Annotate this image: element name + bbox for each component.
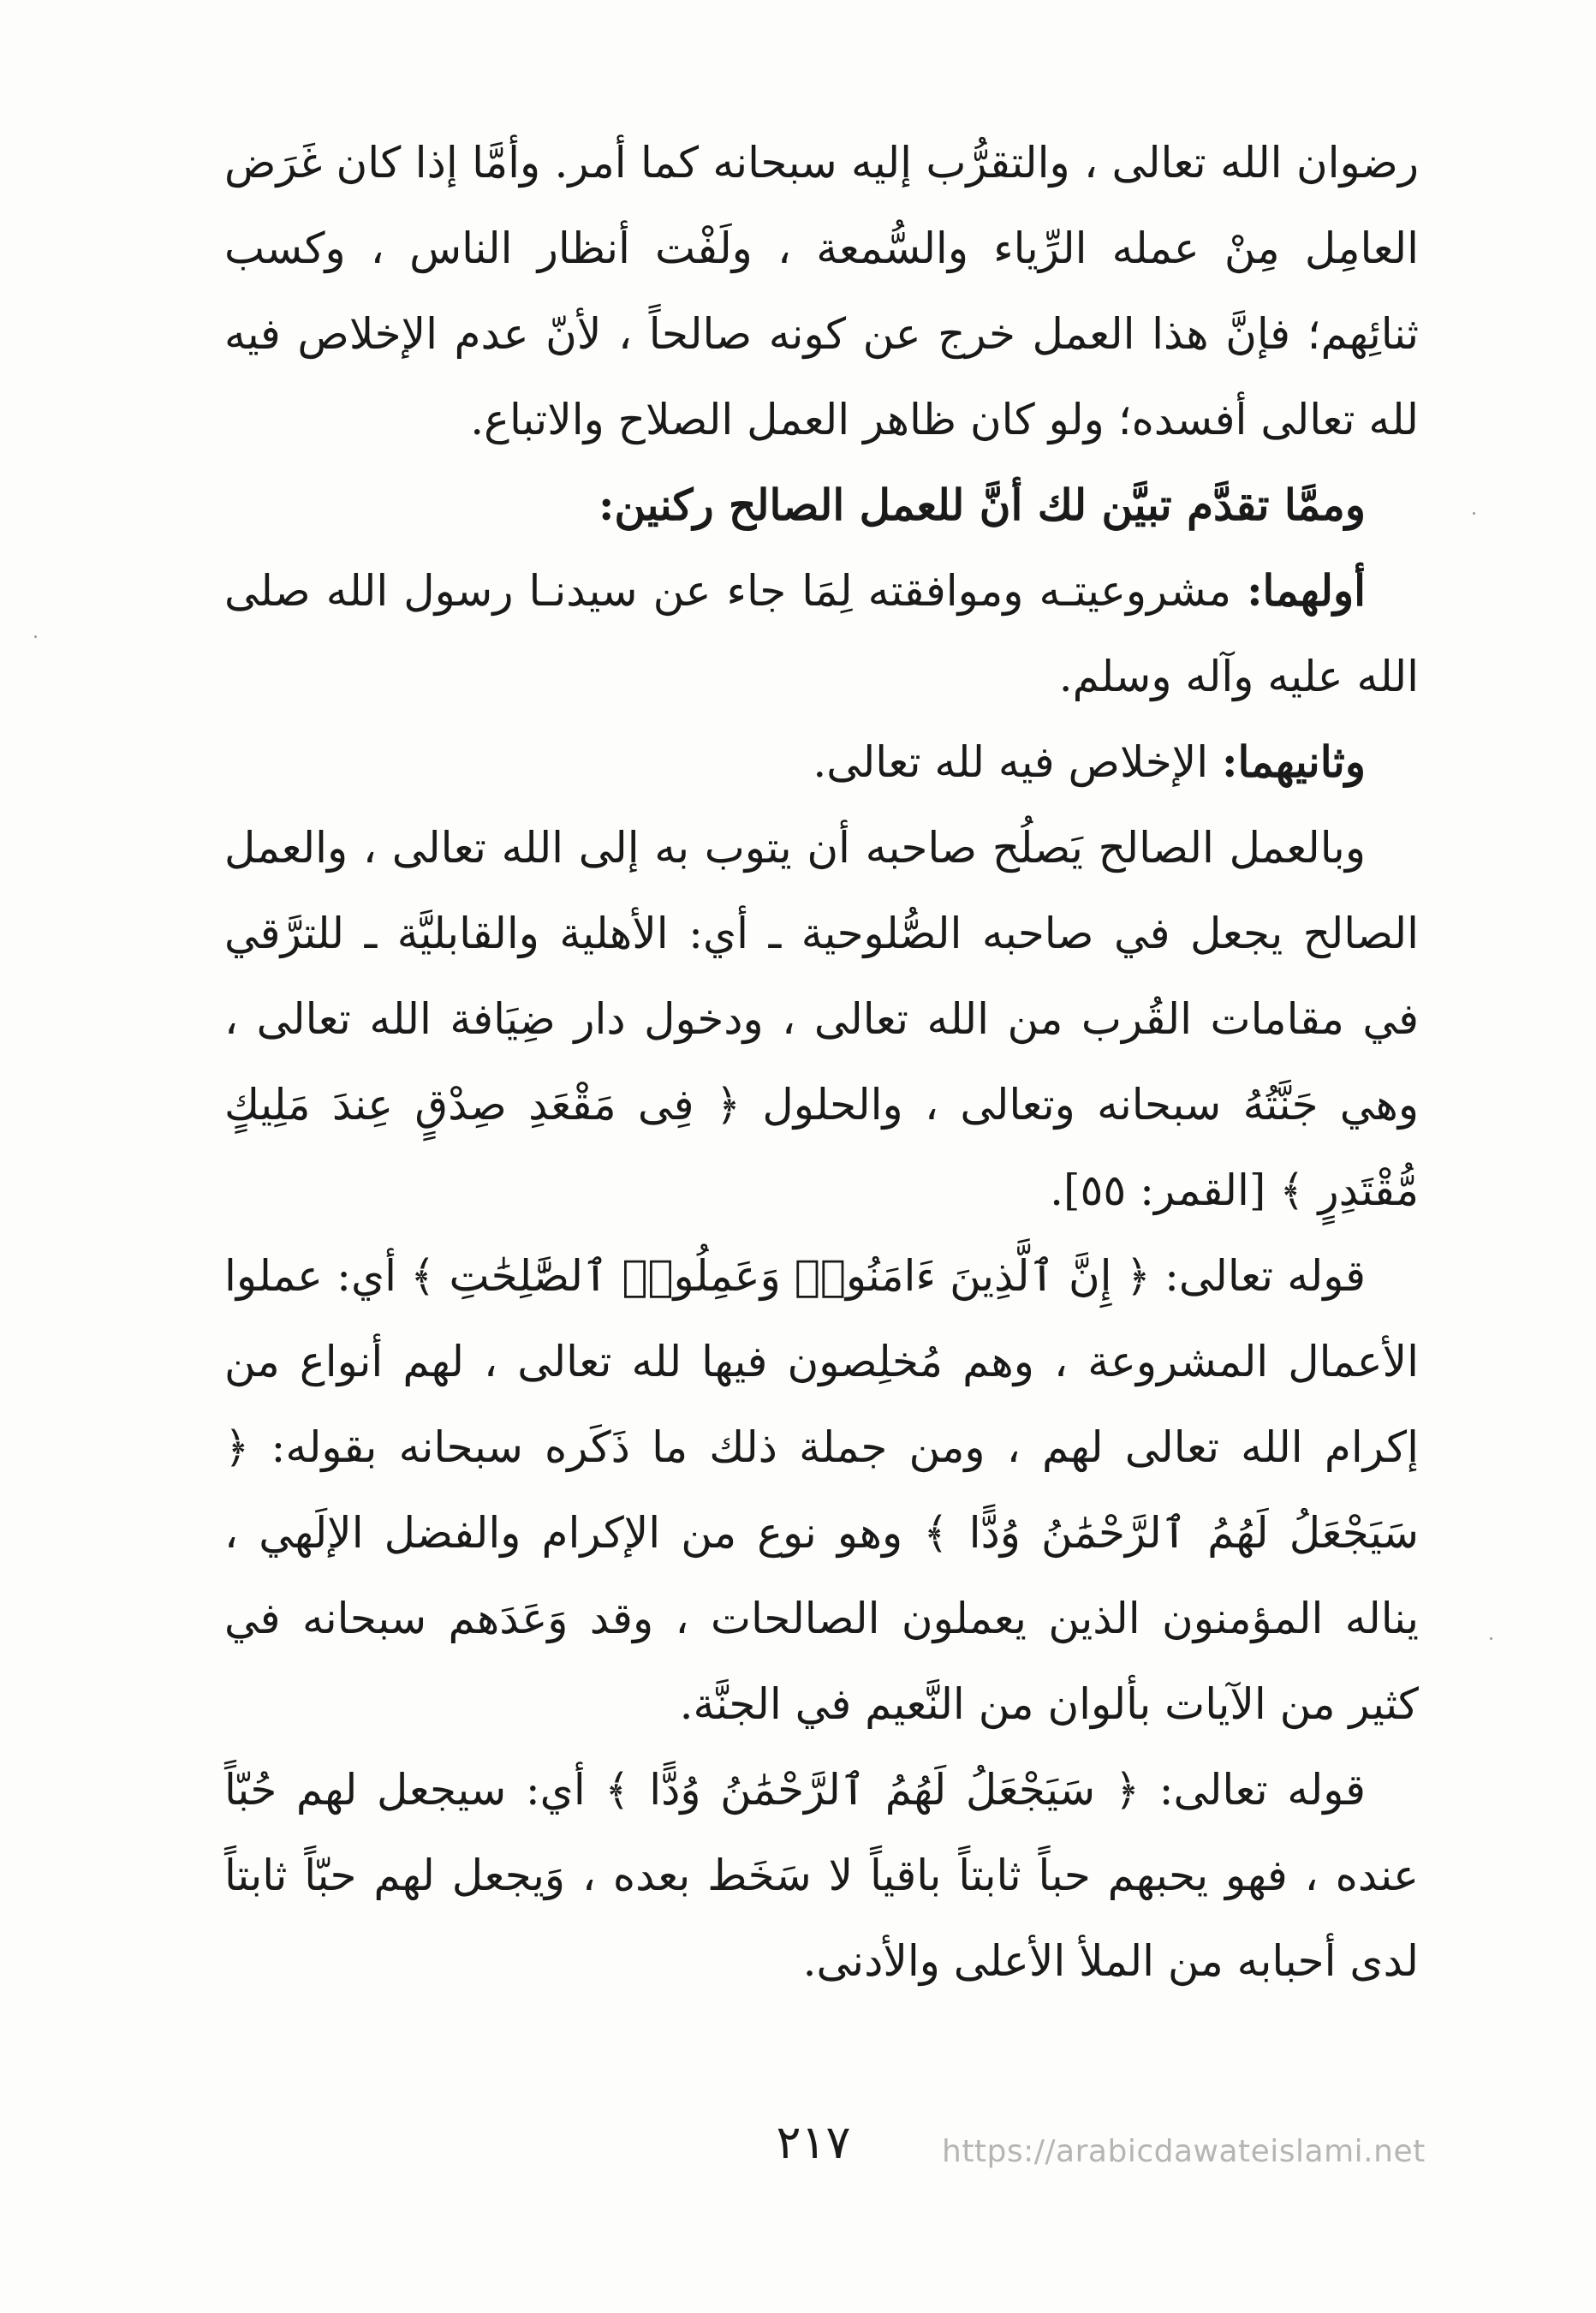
paragraph-text: مشروعيتـه وموافقته لِمَا جاء عن سيدنـا رسول الله صلى الله عليه وآله وسلم. bbox=[224, 566, 1419, 701]
scan-speck bbox=[1490, 1637, 1492, 1640]
body-text bbox=[224, 120, 1419, 2004]
paragraph-text: قوله تعالى: ﴿ إِنَّ ٱلَّذِينَ ءَامَنُوا۟ وَعَمِلُوا۟ ٱلصَّٰلِحَٰتِ ﴾ أي: عملوا الأعمال المشروعة ، وهم مُخلِصون فيها لله تعالى ، لهم أنواع من إكرام الله تعالى لهم ، ومن جملة ذلك ما ذَكَره سبحانه بقوله: ﴿ سَيَجْعَلُ لَهُمُ ٱلرَّحْمَٰنُ وُدًّا ﴾ وهو نوع من الإكرام والفضل الإلَهي ، يناله المؤمنون الذين يعملون الصالحات ، وقد وَعَدَهم سبحانه في كثير من الآيات بألوان من النَّعيم في الجنَّة. bbox=[224, 1251, 1419, 1729]
paragraph-first-pillar bbox=[224, 548, 1419, 719]
scan-speck bbox=[1473, 512, 1475, 515]
scan-speck bbox=[34, 635, 37, 638]
paragraph-text: وبالعمل الصالح يَصلُح صاحبه أن يتوب به إلى الله تعالى ، والعمل الصالح يجعل في صاحبه الصُّلوحية ـ أي: الأهلية والقابليَّة ـ للترَّقي في مقامات القُرب من الله تعالى ، ودخول دار ضِيَافة الله تعالى ، وهي جَنَّتُهُ سبحانه وتعالى ، والحلول ﴿ فِى مَقْعَدِ صِدْقٍ عِندَ مَلِيكٍ مُّقْتَدِرٍ ﴾ [القمر: ٥٥]. bbox=[224, 823, 1419, 1215]
paragraph-second-pillar bbox=[224, 719, 1419, 805]
paragraph-verse-commentary-1 bbox=[224, 1233, 1419, 1747]
paragraph-text: الإخلاص فيه لله تعالى. bbox=[813, 737, 1223, 787]
paragraph-text: قوله تعالى: ﴿ سَيَجْعَلُ لَهُمُ ٱلرَّحْمَٰنُ وُدًّا ﴾ أي: سيجعل لهم حُبّاً عنده ، فهو يحبهم حباً ثابتاً باقياً لا سَخَط بعده ، وَيجعل لهم حبّاً ثابتاً لدى أحبابه من الملأ الأعلى والأدنى. bbox=[224, 1765, 1419, 1986]
paragraph-text: رضوان الله تعالى ، والتقرُّب إليه سبحانه كما أمر. وأمَّا إذا كان غَرَض العامِل مِنْ عمله الرِّياء والسُّمعة ، ولَفْت أنظار الناس ، وكسب ثنائِهم؛ فإنَّ هذا العمل خرج عن كونه صالحاً ، لأنّ عدم الإخلاص فيه لله تعالى أفسده؛ ولو كان ظاهر العمل الصلاح والاتباع. bbox=[224, 138, 1419, 444]
paragraph-two-pillars bbox=[224, 462, 1419, 548]
pillar-label: أولهما: bbox=[1247, 565, 1366, 616]
watermark-url: https://arabicdawateislami.net bbox=[942, 2134, 1426, 2169]
pillar-label: وثانيهما: bbox=[1222, 736, 1366, 787]
page-number: ٢١٧ bbox=[776, 2115, 851, 2169]
paragraph-text: وممَّا تقدَّم تبيَّن لك أنَّ للعمل الصالح ركنين: bbox=[598, 480, 1366, 530]
paragraph-righteous-deeds bbox=[224, 805, 1419, 1233]
paragraph-sincerity-intro bbox=[224, 120, 1419, 462]
paragraph-verse-commentary-2 bbox=[224, 1747, 1419, 2004]
